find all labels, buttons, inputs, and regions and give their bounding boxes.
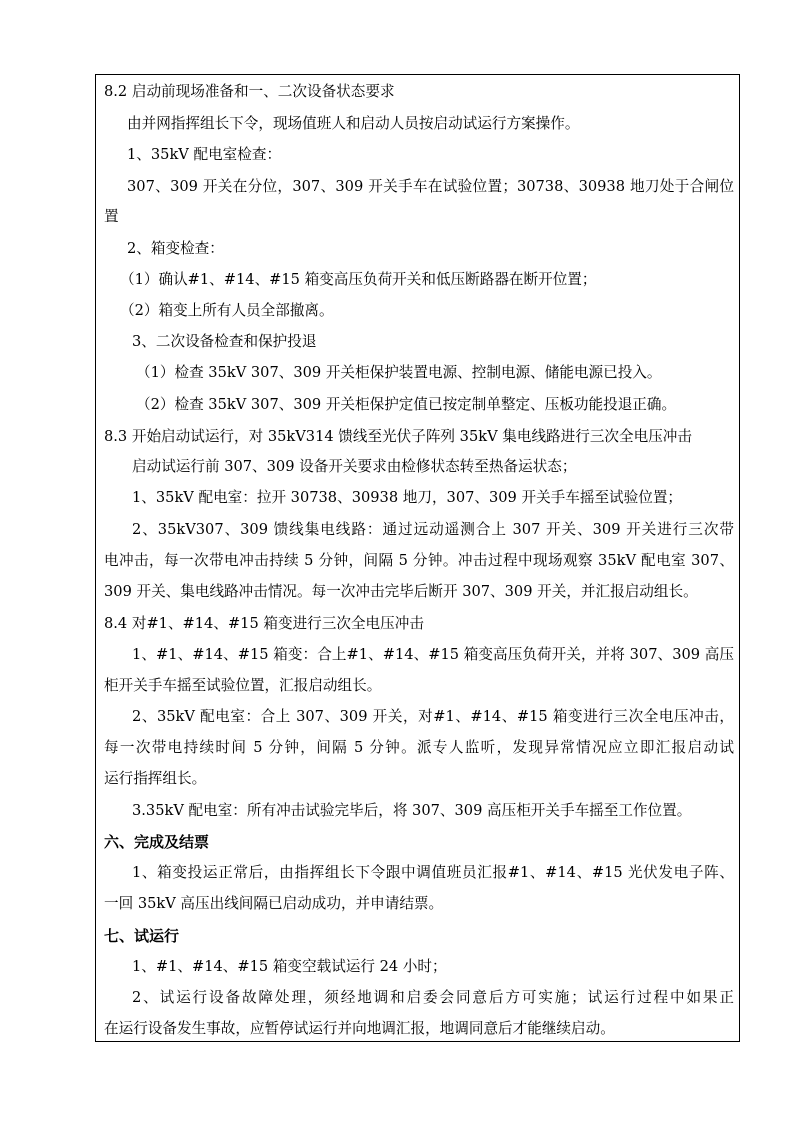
section-8-3-heading: 8.3 开始启动试运行，对 35kV314 馈线至光伏子阵列 35kV 集电线路进行三次全电压冲击 — [104, 428, 692, 445]
text-line: 运行指挥组长。 — [104, 770, 207, 787]
text-line: 一回 35kV 高压出线间隔已启动成功，并申请结票。 — [104, 895, 444, 912]
section-8-2-heading: 8.2 启动前现场准备和一、二次设备状态要求 — [104, 83, 395, 100]
text-line: 置 — [104, 208, 119, 225]
section-6-heading: 六、完成及结票 — [104, 833, 210, 851]
text-line: 3、二次设备检查和保护投退 — [132, 333, 317, 350]
section-8-4-heading: 8.4 对#1、#14、#15 箱变进行三次全电压冲击 — [104, 615, 424, 632]
text-line: 电冲击，每一次带电冲击持续 5 分钟，间隔 5 分钟。冲击过程中现场观察 35kV 配电室 307、 — [104, 552, 734, 569]
text-line: 2、箱变检查： — [127, 240, 224, 257]
text-line: 1、#1、#14、#15 箱变空载试运行 24 小时； — [132, 958, 447, 975]
text-line: 2、35kV 配电室：合上 307、309 开关，对#1、#14、#15 箱变进行三次全电压冲击， — [132, 708, 734, 725]
text-line: 每一次带电持续时间 5 分钟，间隔 5 分钟。派专人监听，发现异常情况应立即汇报启动试 — [104, 739, 734, 756]
text-line: 1、35kV 配电室检查： — [127, 146, 282, 163]
text-line: 柜开关手车摇至试验位置，汇报启动组长。 — [104, 677, 382, 694]
text-line: （2）箱变上所有人员全部撤离。 — [120, 302, 334, 319]
text-line: 由并网指挥组长下令，现场值班人和启动人员按启动试运行方案操作。 — [127, 115, 580, 132]
text-line: 1、#1、#14、#15 箱变：合上#1、#14、#15 箱变高压负荷开关，并将 307、309 高压 — [132, 646, 734, 663]
section-7-heading: 七、试运行 — [104, 927, 180, 945]
text-line: 2、试运行设备故障处理，须经地调和启委会同意后方可实施；试运行过程中如果正 — [132, 989, 734, 1006]
text-line: （1）确认#1、#14、#15 箱变高压负荷开关和低压断路器在断开位置； — [120, 271, 597, 288]
text-line: 2、35kV307、309 馈线集电线路：通过远动遥测合上 307 开关、309 开关进行三次带 — [132, 521, 734, 538]
text-line: 307、309 开关在分位，307、309 开关手车在试验位置；30738、30938 地刀处于合闸位 — [127, 178, 734, 195]
text-line: 在运行设备发生事故，应暂停试运行并向地调汇报，地调同意后才能继续启动。 — [104, 1020, 615, 1037]
text-line: 1、箱变投运正常后，由指挥组长下令跟中调值班员汇报#1、#14、#15 光伏发电子阵、 — [132, 864, 734, 881]
text-line: 3.35kV 配电室：所有冲击试验完毕后，将 307、309 高压柜开关手车摇至工作位置。 — [132, 802, 692, 819]
text-line: 启动试运行前 307、309 设备开关要求由检修状态转至热备运状态； — [132, 458, 577, 475]
text-line: 1、35kV 配电室：拉开 30738、30938 地刀，307、309 开关手车摇至试验位置； — [132, 489, 683, 506]
text-line: 309 开关、集电线路冲击情况。每一次冲击完毕后断开 307、309 开关，并汇报启动组长。 — [104, 583, 698, 600]
text-line: （1）检查 35kV 307、309 开关柜保护装置电源、控制电源、储能电源已投入。 — [136, 364, 662, 381]
text-line: （2）检查 35kV 307、309 开关柜保护定值已按定制单整定、压板功能投退正确。 — [136, 396, 677, 413]
